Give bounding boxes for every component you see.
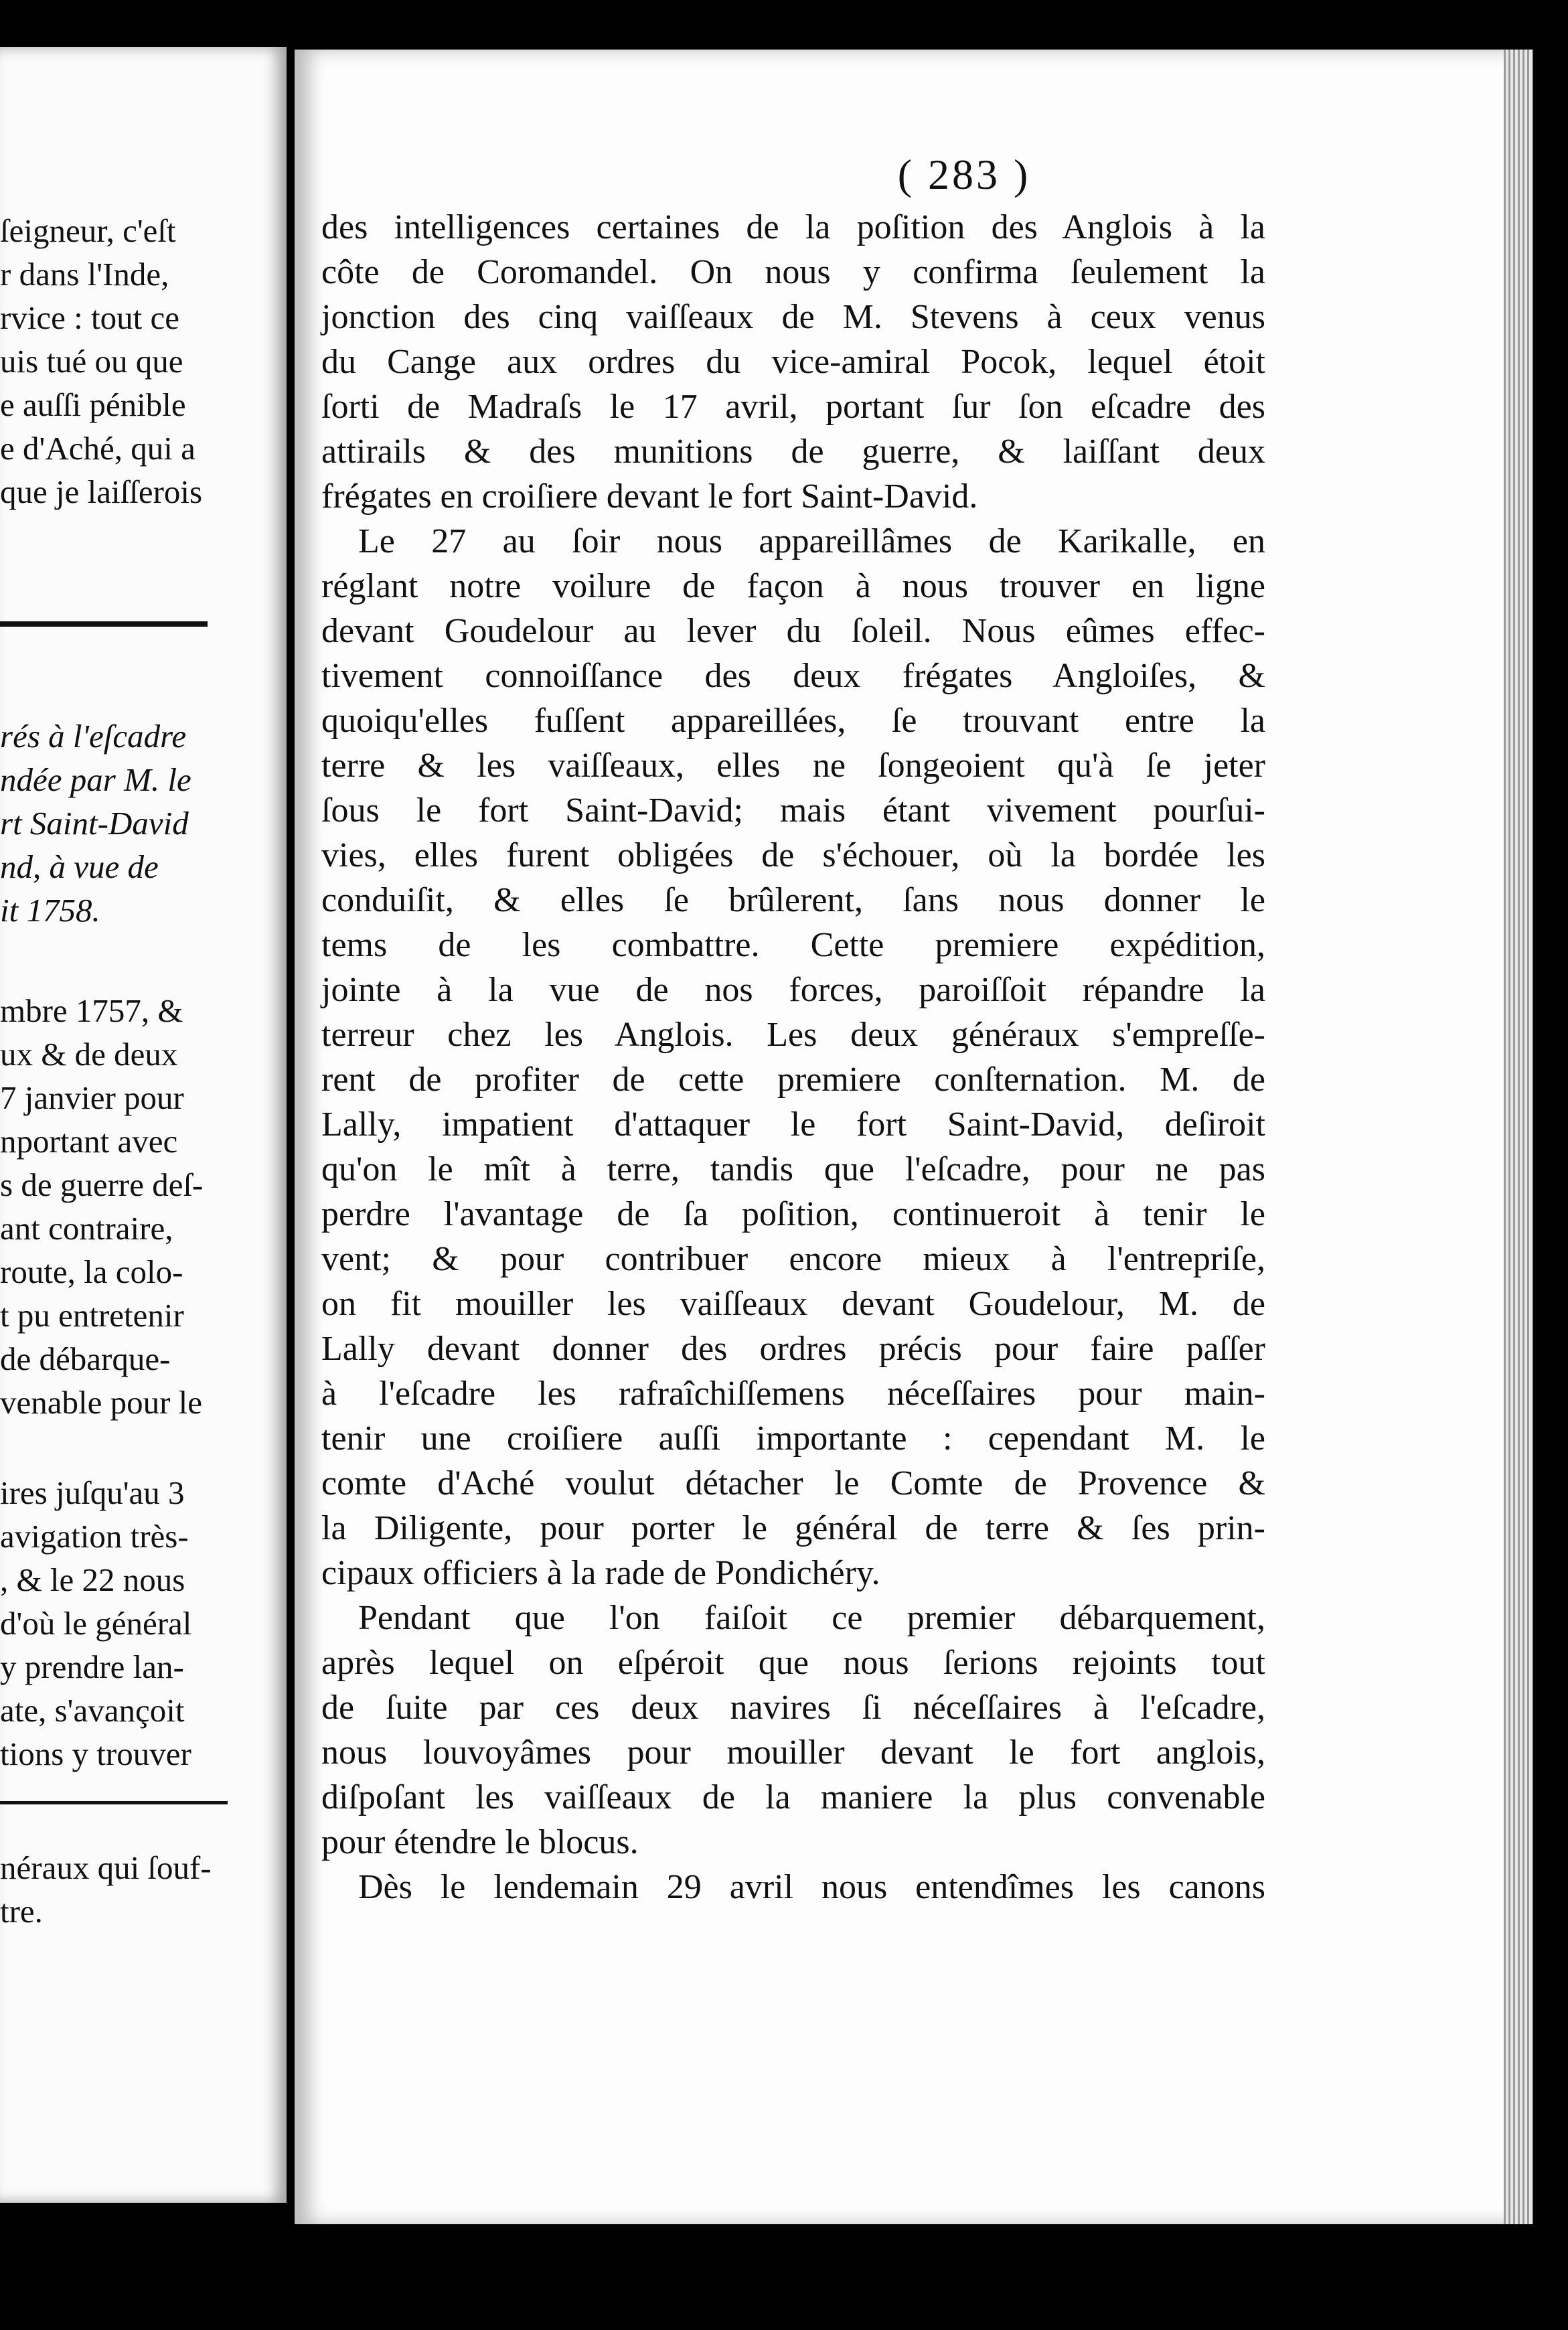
text-line: cipaux officiers à la rade de Pondichéry. (321, 1554, 880, 1592)
text-line: Dès le lendemain 29 avril nous entendîmes les canons (358, 1868, 1265, 1906)
left-line: que je laiſſerois (0, 473, 203, 510)
page-edges (1504, 50, 1533, 2224)
text-line: devant Goudelour au lever du ſoleil. Nous eûmes effec- (321, 612, 1265, 650)
left-line: ant contraire, (0, 1210, 173, 1247)
left-line: r dans l'Inde, (0, 256, 169, 293)
left-line: t pu entretenir (0, 1297, 184, 1334)
left-line: 7 janvier pour (0, 1079, 184, 1116)
text-line: terre & les vaiſſeaux, elles ne ſongeoient qu'à ſe jeter (321, 747, 1265, 785)
left-line: de débarque- (0, 1340, 171, 1377)
text-line: vies, elles furent obligées de s'échouer, où la bordée les (321, 836, 1265, 874)
left-line: rvice : tout ce (0, 299, 180, 336)
text-line: on fit mouiller les vaiſſeaux devant Goudelour, M. de (321, 1285, 1265, 1323)
text-line: qu'on le mît à terre, tandis que l'eſcadre, pour ne pas (321, 1150, 1265, 1188)
left-line: mbre 1757, & (0, 992, 183, 1029)
text-line: du Cange aux ordres du vice-amiral Pocok, lequel étoit (321, 343, 1265, 381)
left-heading-line: it 1758. (0, 892, 100, 929)
left-line: e d'Aché, qui a (0, 430, 195, 467)
left-line: venable pour le (0, 1384, 203, 1421)
text-line: quoiqu'elles fuſſent appareillées, ſe trouvant entre la (321, 702, 1265, 740)
text-line: conduiſit, & elles ſe brûlerent, ſans nous donner le (321, 881, 1265, 919)
text-line: perdre l'avantage de ſa poſition, continueroit à tenir le (321, 1195, 1265, 1233)
text-line: nous louvoyâmes pour mouiller devant le fort anglois, (321, 1733, 1265, 1772)
left-line: tions y trouver (0, 1735, 191, 1772)
text-line: réglant notre voilure de façon à nous trouver en ligne (321, 567, 1265, 605)
divider-rule (0, 1801, 228, 1804)
left-line: uis tué ou que (0, 343, 183, 380)
left-line: néraux qui ſouf- (0, 1849, 212, 1886)
text-line: terreur chez les Anglois. Les deux généraux s'empreſſe- (321, 1016, 1265, 1054)
text-line: rent de profiter de cette premiere conſternation. M. de (321, 1061, 1265, 1099)
left-line: nportant avec (0, 1123, 178, 1160)
page-number: ( 283 ) (897, 151, 1031, 198)
text-line: Le 27 au ſoir nous appareillâmes de Karikalle, en (358, 522, 1265, 560)
text-line: comte d'Aché voulut détacher le Comte de Provence & (321, 1464, 1265, 1502)
text-line: Pendant que l'on faiſoit ce premier débarquement, (358, 1599, 1265, 1637)
left-heading-line: rés à l'eſcadre (0, 718, 187, 755)
left-line: ux & de deux (0, 1036, 178, 1073)
ornamental-rule (0, 621, 208, 627)
left-heading-line: ndée par M. le (0, 761, 191, 798)
left-line: tre. (0, 1893, 43, 1930)
left-line: , & le 22 nous (0, 1561, 185, 1598)
left-line: e auſſi pénible (0, 386, 186, 423)
text-line: la Diligente, pour porter le général de terre & ſes prin- (321, 1509, 1265, 1547)
right-page (295, 50, 1533, 2224)
left-line: route, la colo- (0, 1253, 183, 1290)
text-line: à l'eſcadre les rafraîchiſſemens néceſſaires pour main- (321, 1375, 1265, 1413)
text-line: jointe à la vue de nos forces, paroiſſoit répandre la (321, 971, 1265, 1009)
text-line: attirails & des munitions de guerre, & laiſſant deux (321, 433, 1265, 471)
left-heading-line: rt Saint-David (0, 805, 189, 842)
text-line: frégates en croiſiere devant le fort Saint-David. (321, 477, 978, 516)
text-line: ſous le fort Saint-David; mais étant vivement pourſui- (321, 791, 1265, 830)
left-page (0, 47, 287, 2203)
left-heading-line: nd, à vue de (0, 848, 159, 885)
text-line: tenir une croiſiere auſſi importante : cependant M. le (321, 1419, 1265, 1458)
body-text (321, 205, 1265, 1910)
text-line: tems de les combattre. Cette premiere expédition, (321, 926, 1265, 964)
text-line: diſpoſant les vaiſſeaux de la maniere la plus convenable (321, 1778, 1265, 1816)
text-line: après lequel on eſpéroit que nous ſerions rejoints tout (321, 1644, 1265, 1682)
left-line: ate, s'avançoit (0, 1692, 185, 1729)
left-line: s de guerre deſ- (0, 1166, 204, 1203)
text-line: tivement connoiſſance des deux frégates Angloiſes, & (321, 657, 1265, 695)
text-line: pour étendre le blocus. (321, 1823, 639, 1861)
left-line: avigation très- (0, 1518, 189, 1555)
text-line: ſorti de Madraſs le 17 avril, portant ſur ſon eſcadre des (321, 388, 1265, 426)
left-line: y prendre lan- (0, 1648, 184, 1685)
left-line: ſeigneur, c'eſt (0, 212, 176, 249)
text-line: jonction des cinq vaiſſeaux de M. Stevens à ceux venus (321, 298, 1265, 336)
text-line: de ſuite par ces deux navires ſi néceſſaires à l'eſcadre, (321, 1689, 1265, 1727)
text-line: des intelligences certaines de la poſition des Anglois à la (321, 208, 1265, 246)
left-line: d'où le général (0, 1605, 192, 1642)
left-line: ires juſqu'au 3 (0, 1474, 185, 1511)
text-line: Lally, impatient d'attaquer le fort Saint-David, deſiroit (321, 1105, 1265, 1144)
text-line: Lally devant donner des ordres précis pour faire paſſer (321, 1330, 1265, 1368)
text-line: côte de Coromandel. On nous y confirma ſeulement la (321, 253, 1265, 291)
text-line: vent; & pour contribuer encore mieux à l'entrepriſe, (321, 1240, 1265, 1278)
